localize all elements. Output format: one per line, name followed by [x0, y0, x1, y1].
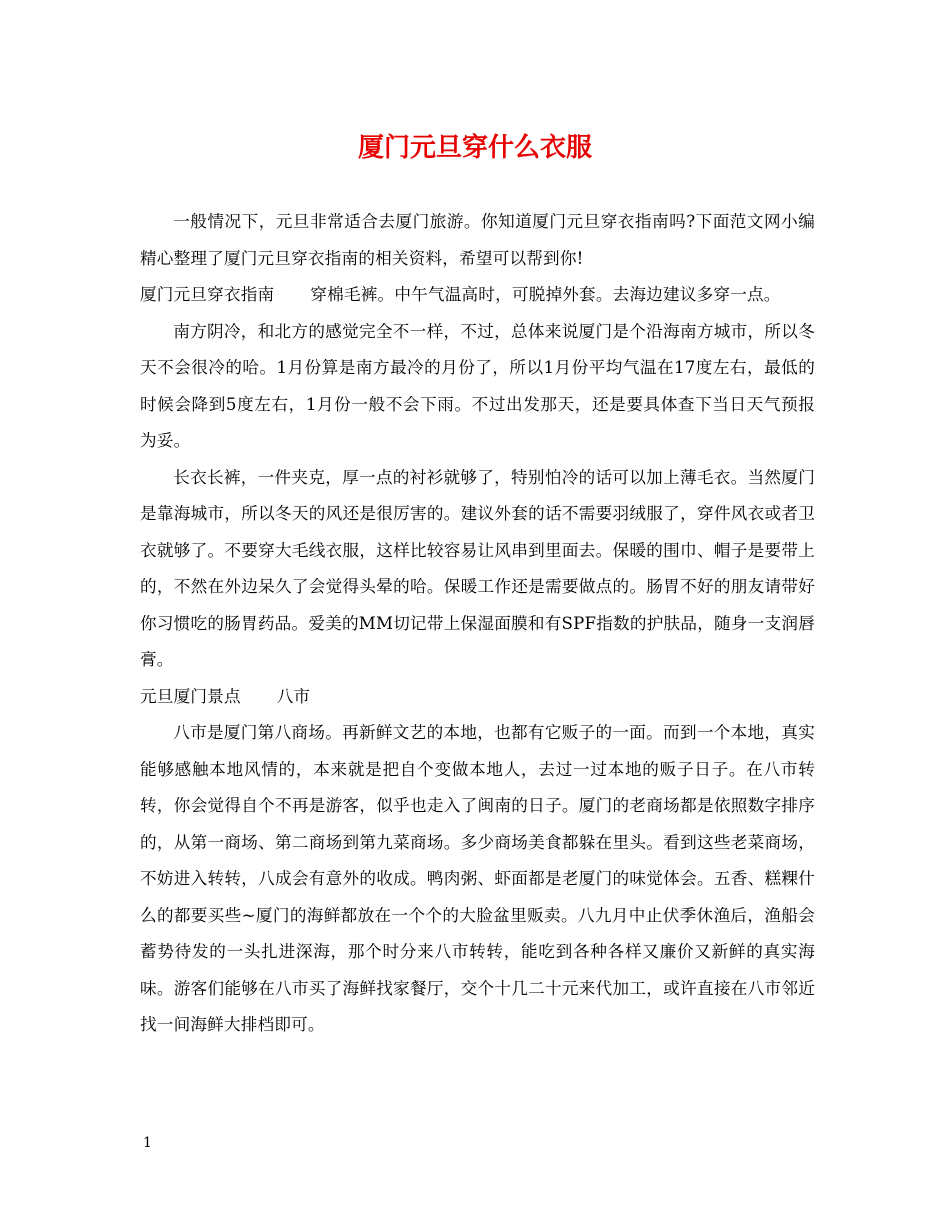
- guide-heading: 厦门元旦穿衣指南: [140, 285, 275, 304]
- document-body: [140, 204, 815, 1044]
- page-title: 厦门元旦穿什么衣服: [357, 133, 592, 163]
- guide-text: 穿棉毛裤。中午气温高时，可脱掉外套。去海边建议多穿一点。: [310, 285, 781, 304]
- spot-name: 八市: [276, 686, 311, 706]
- bashi-paragraph: 八市是厦门第八商场。再新鲜文艺的本地，也都有它贩子的一面。而到一个本地，真实能够感触本地风情的，本来就是把自个变做本地人，去过一过本地的贩子日子。在八市转转，你会觉得自个不再是游客，似乎也走入了闽南的日子。厦门的老商场都是依照数字排序的，从第一商场、第二商场到第九菜商场。多少商场美食都躲在里头。看到这些老菜商场，不妨进入转转，八成会有意外的收成。鸭肉粥、虾面都是老厦门的味觉体会。五香、糕粿什么的都要买些~厦门的海鲜都放在一个个的大脸盆里贩卖。八九月中止伏季休渔后，渔船会蓄势待发的一头扎进深海，那个时分来八市转转，能吃到各种各样又廉价又新鲜的真实海味。游客们能够在八市买了海鲜找家餐厅，交个十几二十元来代加工，或许直接在八市邻近找一间海鲜大排档即可。: [140, 723, 815, 1034]
- clothing-paragraph: 长衣长裤，一件夹克，厚一点的衬衫就够了，特别怕冷的话可以加上薄毛衣。当然厦门是靠海城市，所以冬天的风还是很厉害的。建议外套的话不需要羽绒服了，穿件风衣或者卫衣就够了。不要穿大毛线衣服，这样比较容易让风串到里面去。保暖的围巾、帽子是要带上的，不然在外边呆久了会觉得头晕的哈。保暖工作还是需要做点的。肠胃不好的朋友请带好你习惯吃的肠胃药品。爱美的MM切记带上保湿面膜和有SPF指数的护肤品，随身一支润唇膏。: [140, 467, 815, 669]
- guide-section: [140, 277, 815, 314]
- intro-paragraph: 一般情况下，元旦非常适合去厦门旅游。你知道厦门元旦穿衣指南吗?下面范文网小编精心整理了厦门元旦穿衣指南的相关资料，希望可以帮到你!: [140, 212, 815, 268]
- spot-heading: 元旦厦门景点: [140, 686, 241, 706]
- page-number: 1: [143, 1135, 152, 1151]
- spot-section: [140, 679, 815, 716]
- weather-paragraph: 南方阴冷，和北方的感觉完全不一样，不过，总体来说厦门是个沿海南方城市，所以冬天不会很冷的哈。1月份算是南方最冷的月份了，所以1月份平均气温在17度左右，最低的时候会降到5度左右，1月份一般不会下雨。不过出发那天，还是要具体查下当日天气预报为妥。: [140, 321, 815, 450]
